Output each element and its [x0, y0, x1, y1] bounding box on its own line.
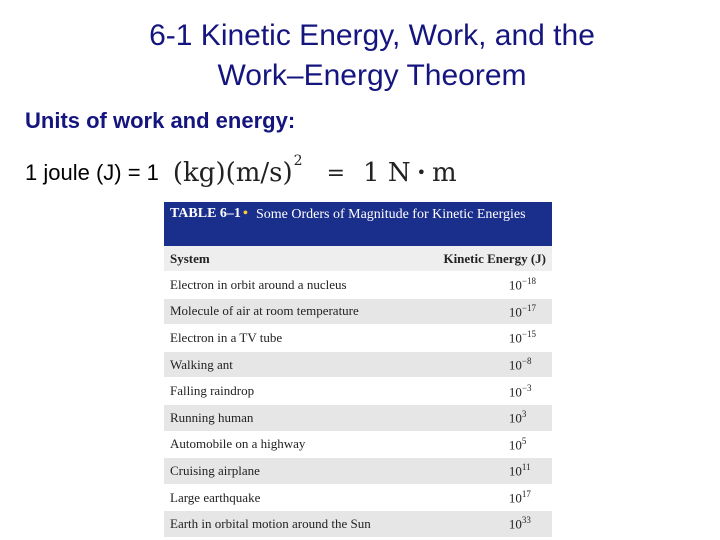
row-system: Earth in orbital motion around the Sun	[164, 511, 391, 538]
table-number: TABLE 6–1 •	[170, 206, 248, 221]
ke-base: 10	[508, 437, 522, 453]
title-line-2: Work–Energy Theorem	[217, 59, 527, 92]
row-system: Automobile on a highway	[164, 431, 391, 458]
ke-base: 10	[508, 277, 522, 293]
formula-equals: =	[326, 160, 345, 186]
table-row	[164, 351, 552, 378]
row-system: Large earthquake	[164, 484, 391, 511]
table-bullet: •	[242, 206, 248, 221]
row-system: Running human	[164, 404, 391, 431]
ke-base: 10	[508, 516, 522, 532]
table-caption-bar	[164, 202, 552, 246]
units-heading: Units of work and energy:	[25, 108, 296, 133]
result-number: 1	[363, 158, 380, 188]
ke-base: 10	[508, 304, 522, 320]
row-system: Electron in orbit around a nucleus	[164, 272, 391, 299]
ke-exponent: 17	[521, 488, 531, 499]
ke-base: 10	[508, 463, 522, 479]
ke-base: 10	[508, 357, 522, 373]
result-newton: N	[387, 158, 411, 188]
header-kinetic-energy: Kinetic Energy (J)	[391, 246, 552, 272]
ke-exponent: −15	[521, 329, 536, 340]
table-caption: Some Orders of Magnitude for Kinetic Energies	[256, 207, 526, 222]
title-line-1: 6-1 Kinetic Energy, Work, and the	[149, 19, 595, 52]
formula-units: (kg)(m/s)	[172, 158, 293, 188]
header-system: System	[164, 246, 391, 272]
ke-exponent: −3	[521, 382, 532, 393]
row-kinetic-energy	[391, 378, 552, 405]
magnitude-table	[164, 246, 552, 538]
ke-exponent: −8	[521, 355, 532, 366]
row-kinetic-energy	[391, 458, 552, 485]
table-row	[164, 325, 552, 352]
formula-exponent: 2	[293, 153, 303, 169]
row-system: Falling raindrop	[164, 378, 391, 405]
ke-exponent: 33	[521, 515, 531, 526]
ke-table	[164, 202, 552, 538]
ke-base: 10	[508, 330, 522, 346]
row-system: Molecule of air at room temperature	[164, 298, 391, 325]
table-row	[164, 378, 552, 405]
row-kinetic-energy	[391, 325, 552, 352]
ke-exponent: 11	[521, 462, 531, 473]
table-row	[164, 484, 552, 511]
row-kinetic-energy	[391, 511, 552, 538]
row-system: Electron in a TV tube	[164, 325, 391, 352]
row-kinetic-energy	[391, 351, 552, 378]
row-system: Cruising airplane	[164, 458, 391, 485]
formula-result	[363, 158, 457, 188]
joule-formula	[25, 148, 457, 198]
ke-exponent: −17	[521, 302, 536, 313]
row-kinetic-energy	[391, 298, 552, 325]
table-row	[164, 404, 552, 431]
table-row	[164, 458, 552, 485]
table-row	[164, 272, 552, 299]
row-kinetic-energy	[391, 484, 552, 511]
ke-exponent: 5	[521, 435, 527, 446]
ke-base: 10	[508, 410, 522, 426]
row-kinetic-energy	[391, 272, 552, 299]
table-row	[164, 298, 552, 325]
row-system: Walking ant	[164, 351, 391, 378]
formula-rhs	[172, 153, 457, 188]
row-kinetic-energy	[391, 431, 552, 458]
slide-title	[0, 16, 720, 96]
table-row	[164, 511, 552, 538]
result-dot: •	[416, 163, 426, 182]
formula-lhs: 1 joule (J) = 1	[25, 160, 159, 185]
ke-base: 10	[508, 490, 522, 506]
ke-exponent: 3	[521, 409, 527, 420]
table-row	[164, 431, 552, 458]
row-kinetic-energy	[391, 404, 552, 431]
ke-exponent: −18	[521, 276, 536, 287]
result-meter: m	[432, 158, 457, 188]
ke-base: 10	[508, 383, 522, 399]
table-header-row	[164, 246, 552, 272]
